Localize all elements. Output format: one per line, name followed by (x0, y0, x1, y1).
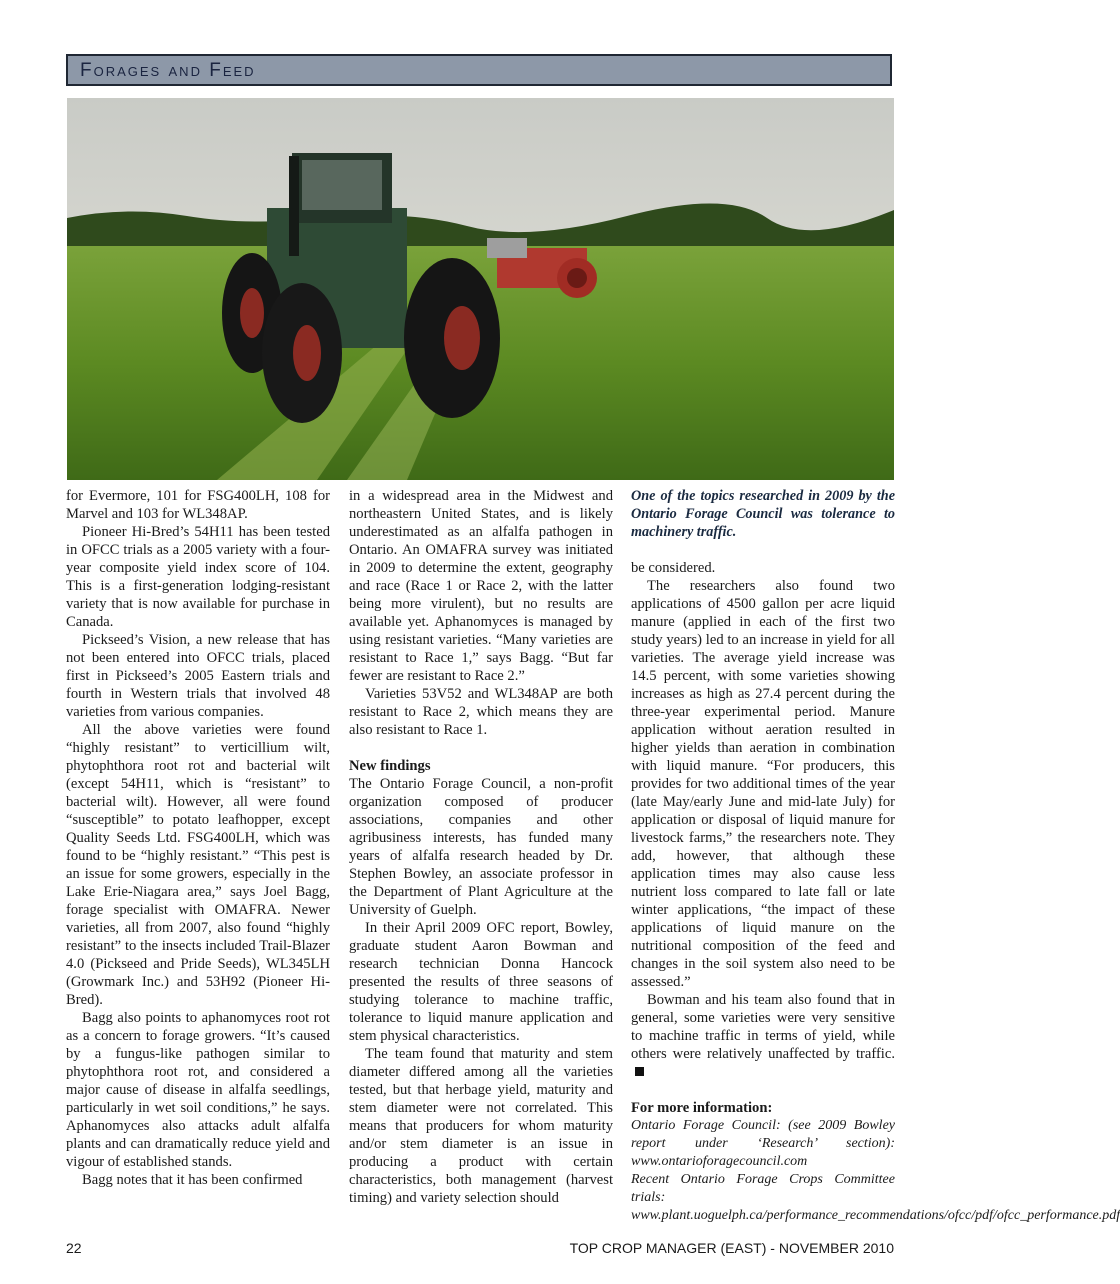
paragraph: in a widespread area in the Midwest and northeastern United States, and is likely underestimated as an alfalfa pathogen in Ontario. An OMAFRA survey was initiated in 2009 to determine the extent, geography and race (Race 1 or Race 2, with the latter being more virulent), but no results are available yet. Aphanomyces is managed by using resistant varieties. “Many varieties are resistant to Race 1,” says Bagg. “But far fewer are resistant to Race 2.” (349, 488, 613, 684)
section-banner (66, 54, 892, 86)
photo-caption: One of the topics researched in 2009 by the Ontario Forage Council was tolerance to machinery traffic. (631, 488, 895, 540)
paragraph: Pioneer Hi-Bred’s 54H11 has been tested in OFCC trials as a 2005 variety with a four-year composite yield index score of 104. This is a first-generation lodging-resistant variety that is now available for purchase in Canada. (66, 524, 330, 630)
section-title: Forages and Feed (80, 60, 256, 81)
subheading-new-findings: New findings (349, 758, 431, 774)
paragraph: Bagg also points to aphanomyces root rot as a concern to forage growers. “It’s caused by a fungus-like pathogen similar to phytophthora root rot, and considered a major cause of disease in alfalfa seedlings, particularly in wet soil conditions,” he says. Aphanomyces also attacks adult alfalfa plants and can dramatically reduce yield and vigour of established stands. (66, 1010, 330, 1170)
paragraph: be considered. (631, 560, 716, 576)
paragraph: The team found that maturity and stem diameter differed among all the varieties tested, but that herbage yield, maturity and stem diameter were not correlated. This means that producers for whom maturity and/or stem diameter is an issue in producing a product with certain characteristics, both management (harvest timing) and variety selection should (349, 1046, 613, 1206)
more-info-heading: For more information: (631, 1100, 773, 1116)
paragraph: for Evermore, 101 for FSG400LH, 108 for Marvel and 103 for WL348AP. (66, 488, 330, 522)
paragraph: The Ontario Forage Council, a non-profit organization composed of producer associations, companies and other agribusiness interests, has funded many years of alfalfa research headed by Dr. Stephen Bowley, an associate professor in the Department of Plant Agriculture at the University of Guelph. (349, 776, 613, 918)
text-column-1 (66, 487, 330, 1189)
page-number: 22 (66, 1240, 82, 1256)
publication-line: TOP CROP MANAGER (EAST) - NOVEMBER 2010 (569, 1240, 894, 1256)
more-info-item: Ontario Forage Council: (see 2009 Bowley report under ‘Research’ section): www.ontarioforagecouncil.com (631, 1118, 895, 1169)
paragraph (631, 991, 895, 1081)
paragraph: In their April 2009 OFC report, Bowley, graduate student Aaron Bowman and research technician Donna Hancock presented the results of three seasons of studying tolerance to machine traffic, tolerance to liquid manure application and stem physical characteristics. (349, 920, 613, 1044)
paragraph: Pickseed’s Vision, a new release that has not been entered into OFCC trials, placed first in Pickseed’s 2005 Eastern trials and fourth in Western trials that involved 48 varieties from various companies. (66, 632, 330, 720)
paragraph-text: Bowman and his team also found that in general, some varieties were very sensitive to machine traffic in terms of yield, while others were relatively unaffected by traffic. (631, 992, 895, 1062)
text-column-3 (631, 487, 1120, 1225)
paragraph: All the above varieties were found “highly resistant” to verticillium wilt, phytophthora root rot and bacterial wilt (except 54H11, which is “resistant” to bacterial wilt). However, all were found “susceptible” to potato leafhopper, except Quality Seeds Ltd. FSG400LH, which was found to be “highly resistant.” “This pest is an issue for some growers, especially in the Lake Erie-Niagara area,” says Joel Bagg, forage specialist with OMAFRA. Newer varieties, all from 2007, also found “highly resistant” to the insects included Trail-Blazer 4.0 (Pickseed and Pride Seeds), WL345LH (Growmark Inc.) and 53H92 (Pioneer Hi-Bred). (66, 722, 330, 1008)
more-info-item: Recent Ontario Forage Crops Committee trials: www.plant.uoguelph.ca/performance_recommendations/ofcc/pdf/ofcc_performance.pdf (631, 1172, 1120, 1223)
text-column-2 (349, 487, 613, 1207)
end-of-article-icon (635, 1067, 644, 1076)
tractor-in-field-photo (67, 98, 894, 480)
paragraph: Varieties 53V52 and WL348AP are both resistant to Race 2, which means they are also resistant to Race 1. (349, 686, 613, 738)
paragraph: Bagg notes that it has been confirmed (82, 1172, 303, 1188)
paragraph: The researchers also found two applications of 4500 gallon per acre liquid manure (applied in each of the first two study years) led to an increase in yield for all varieties. The average yield increase was 14.5 percent, with some varieties showing increases as high as 27.4 percent during the three-year experimental period. Manure application without aeration resulted in higher yields than aeration in combination with liquid manure. “For producers, this provides for two additional times of the year (late May/early June and mid-late July) for application or disposal of liquid manure for livestock farms,” the researchers note. They add, however, that although these application times may also cause less nutrient loss compared to late fall or late winter applications, “the impact of these applications of liquid manure on the nutritional composition of the feed and changes in the soil system also need to be assessed.” (631, 578, 895, 990)
